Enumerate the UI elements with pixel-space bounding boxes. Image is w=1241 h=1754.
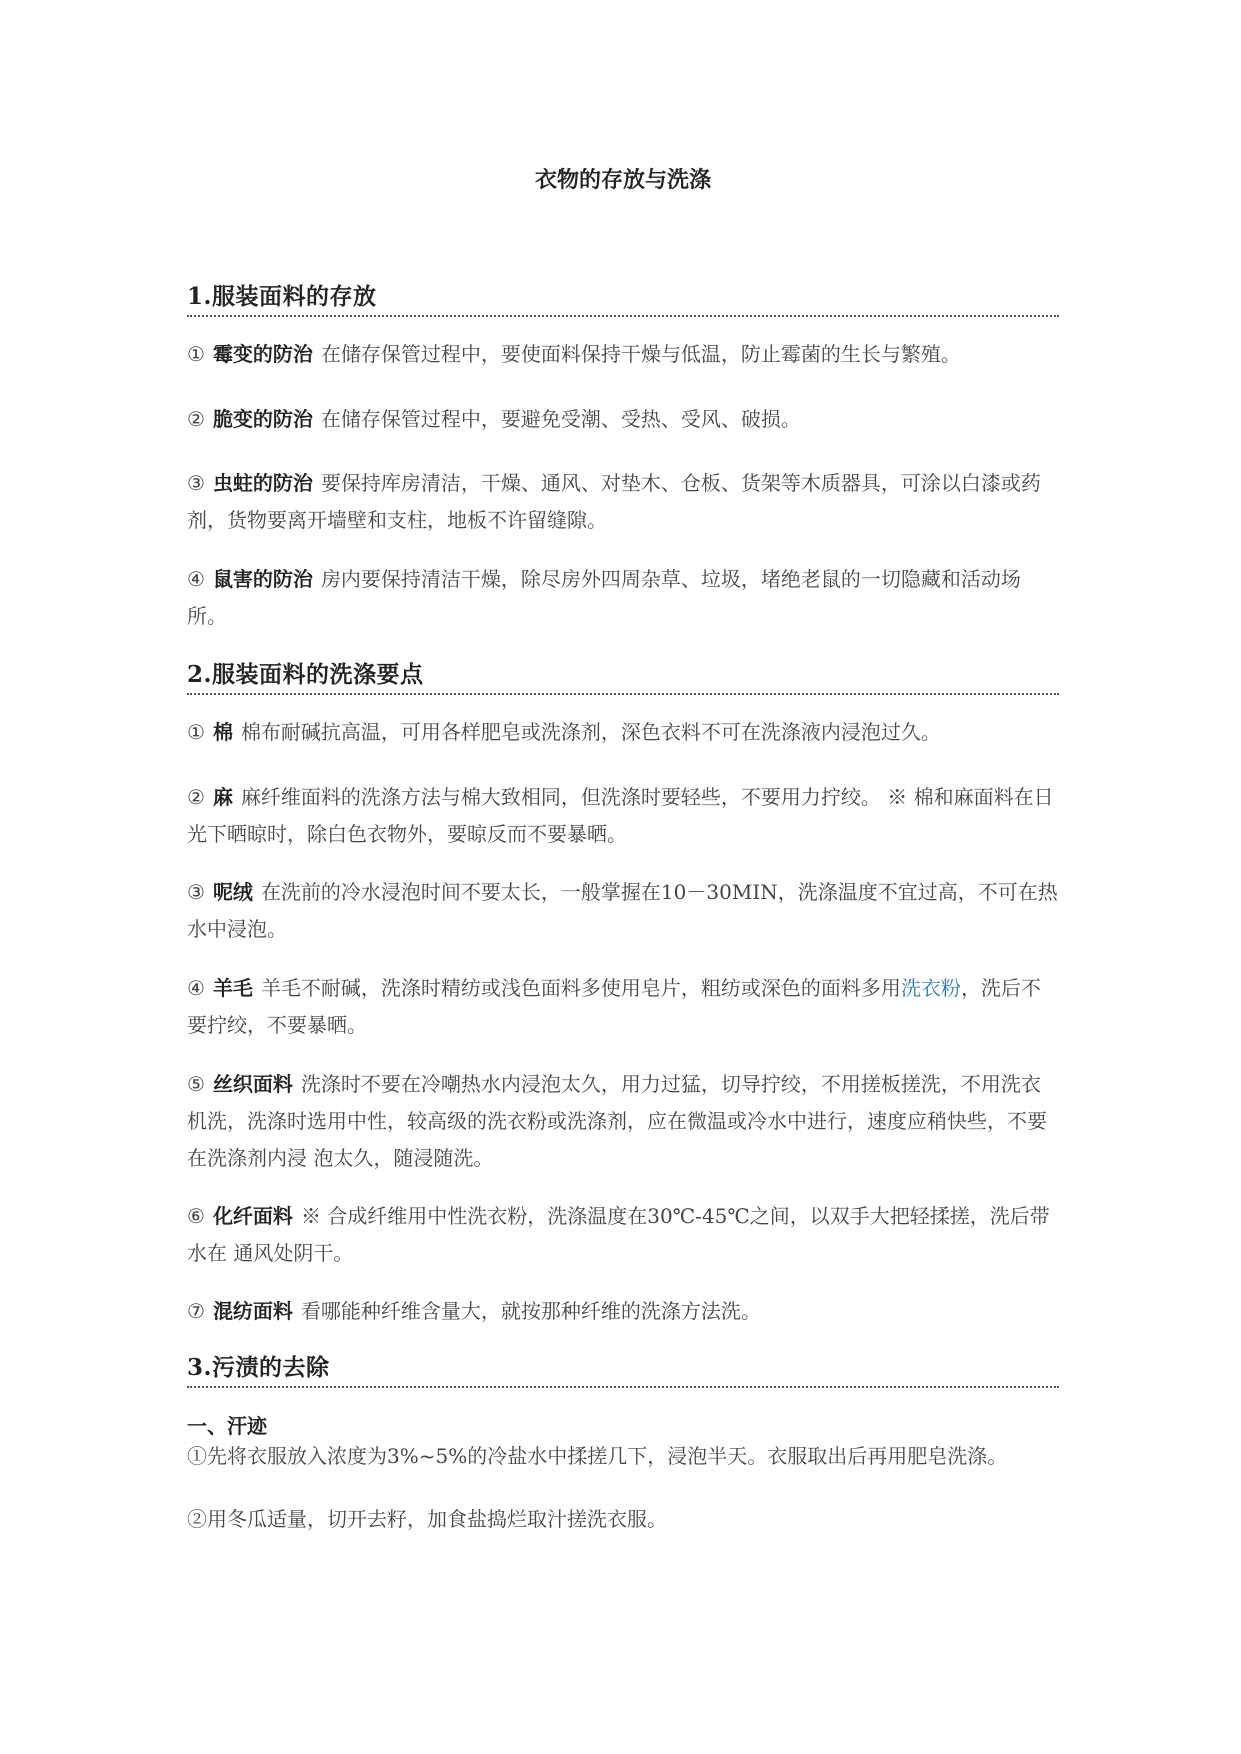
item-keyword: 棉 <box>212 720 233 744</box>
item-text: 要保持库房清洁，干燥、通风、对垫木、仓板、货架等木质器具，可涂以白漆或药剂，货物要离开墙壁和支柱，地板不许留缝隙。 <box>187 471 1041 532</box>
item-text: 羊毛不耐碱，洗涤时精纺或浅色面料多使用皂片，粗纺或深色的面料多用 <box>260 976 901 1000</box>
item-text: 看哪能种纤维含量大，就按那种纤维的洗涤方法洗。 <box>300 1299 761 1323</box>
item-keyword: 麻 <box>212 785 233 809</box>
item-text: ①先将衣服放入浓度为3%~5%的冷盐水中揉搓几下，浸泡半天。衣服取出后再用肥皂洗涤。 <box>187 1444 1008 1468</box>
section-heading: 2.服装面料的洗涤要点 <box>187 656 1059 695</box>
item-number: ④ <box>187 976 205 1000</box>
item-number: ⑤ <box>187 1072 205 1096</box>
item-number: ③ <box>187 471 205 495</box>
section-storage-heading <box>187 278 1059 317</box>
item-number: ② <box>187 785 205 809</box>
item-keyword: 混纺面料 <box>212 1299 293 1323</box>
item-keyword: 呢绒 <box>212 880 253 904</box>
item-text: ，洗后不要拧绞，不要暴晒。 <box>187 976 1041 1037</box>
item-text: ②用冬瓜适量，切开去籽，加食盐捣烂取汁搓洗衣服。 <box>187 1507 667 1531</box>
item-text: 在洗前的冷水浸泡时间不要太长，一般掌握在10－30MIN，洗涤温度不宜过高，不可在热水中浸泡。 <box>187 880 1058 941</box>
item-number: ② <box>187 407 205 431</box>
washing-item-blended <box>187 1293 1059 1330</box>
stain-item-wax-gourd <box>187 1501 1059 1538</box>
item-number: ④ <box>187 567 205 591</box>
item-keyword: 霉变的防治 <box>212 342 313 366</box>
item-text: 麻纤维面料的洗涤方法与棉大致相同，但洗涤时要轻些，不要用力拧绞。 ※ 棉和麻面料在日光下晒晾时，除白色衣物外，要晾反而不要暴晒。 <box>187 785 1054 846</box>
section-heading: 1.服装面料的存放 <box>187 278 1059 317</box>
item-keyword: 脆变的防治 <box>212 407 313 431</box>
item-keyword: 化纤面料 <box>212 1204 293 1228</box>
storage-item-rodent <box>187 561 1059 635</box>
item-number: ⑦ <box>187 1299 205 1323</box>
washing-item-wool-fabric <box>187 874 1059 948</box>
item-keyword: 丝织面料 <box>212 1072 293 1096</box>
subheading-sweat-stains: 一、汗迹 <box>187 1414 267 1438</box>
storage-item-brittle <box>187 401 1059 438</box>
stain-item-salt-water <box>187 1438 1059 1475</box>
section-heading: 3.污渍的去除 <box>187 1349 1059 1388</box>
item-number: ⑥ <box>187 1204 205 1228</box>
item-text: 棉布耐碱抗高温，可用各样肥皂或洗涤剂，深色衣料不可在洗涤液内浸泡过久。 <box>240 720 941 744</box>
washing-item-synthetic <box>187 1198 1059 1272</box>
storage-item-insect <box>187 465 1059 539</box>
item-text: 在储存保管过程中，要使面料保持干燥与低温，防止霉菌的生长与繁殖。 <box>320 342 961 366</box>
washing-item-silk <box>187 1066 1059 1177</box>
laundry-powder-link[interactable]: 洗衣粉 <box>900 976 961 1000</box>
item-number: ① <box>187 720 205 744</box>
section-washing-heading <box>187 656 1059 695</box>
section-stain-removal-heading <box>187 1349 1059 1388</box>
item-text: 在储存保管过程中，要避免受潮、受热、受风、破损。 <box>320 407 801 431</box>
washing-item-cotton <box>187 714 1059 751</box>
item-text: 房内要保持清洁干燥，除尽房外四周杂草、垃圾，堵绝老鼠的一切隐藏和活动场所。 <box>187 567 1021 628</box>
document-title: 衣物的存放与洗涤 <box>534 167 711 193</box>
item-keyword: 鼠害的防治 <box>212 567 313 591</box>
washing-item-wool <box>187 970 1059 1044</box>
item-number: ① <box>187 342 205 366</box>
item-text: ※ 合成纤维用中性洗衣粉，洗涤温度在30℃-45℃之间，以双手大把轻揉搓，洗后带水在 通风处阴干。 <box>187 1204 1050 1265</box>
item-text: 洗涤时不要在冷嘲热水内浸泡太久，用力过猛，切导拧绞，不用搓板搓洗，不用洗衣机洗，洗涤时选用中性，较高级的洗衣粉或洗涤剂，应在微温或冷水中进行，速度应稍快些，不要在洗涤剂内浸 泡太久，随浸随洗。 <box>187 1072 1047 1170</box>
storage-item-mildew <box>187 336 1059 373</box>
item-number: ③ <box>187 880 205 904</box>
item-keyword: 羊毛 <box>212 976 253 1000</box>
washing-item-linen <box>187 779 1059 853</box>
item-keyword: 虫蛀的防治 <box>212 471 313 495</box>
